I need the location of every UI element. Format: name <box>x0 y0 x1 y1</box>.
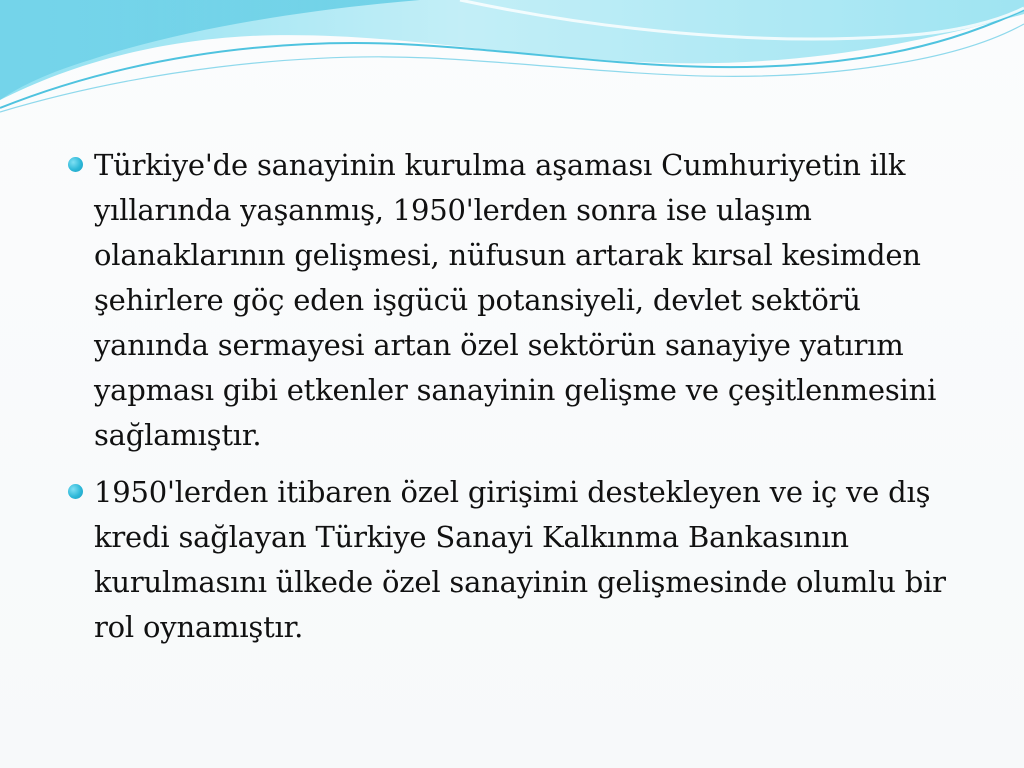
bullet-item <box>64 470 974 650</box>
bullet-list <box>64 143 974 650</box>
round-bullet-icon <box>68 484 83 499</box>
round-bullet-icon <box>68 157 83 172</box>
bullet-text: 1950'lerden itibaren özel girişimi destekleyen ve iç ve dış kredi sağlayan Türkiye Sanayi Kalkınma Bankasının kurulmasını ülkede özel sanayinin gelişmesinde olumlu bir rol oynamıştır. <box>94 475 946 644</box>
bullet-item <box>64 143 974 458</box>
slide-content <box>64 143 974 662</box>
wave-decoration <box>0 0 1024 130</box>
bullet-text: Türkiye'de sanayinin kurulma aşaması Cumhuriyetin ilk yıllarında yaşanmış, 1950'lerden sonra ise ulaşım olanaklarının gelişmesi, nüfusun artarak kırsal kesimden şehirlere göç eden işgücü potansiyeli, devlet sektörü yanında sermayesi artan özel sektörün sanayiye yatırım yapması gibi etkenler sanayinin gelişme ve çeşitlenmesini sağlamıştır. <box>94 148 937 452</box>
